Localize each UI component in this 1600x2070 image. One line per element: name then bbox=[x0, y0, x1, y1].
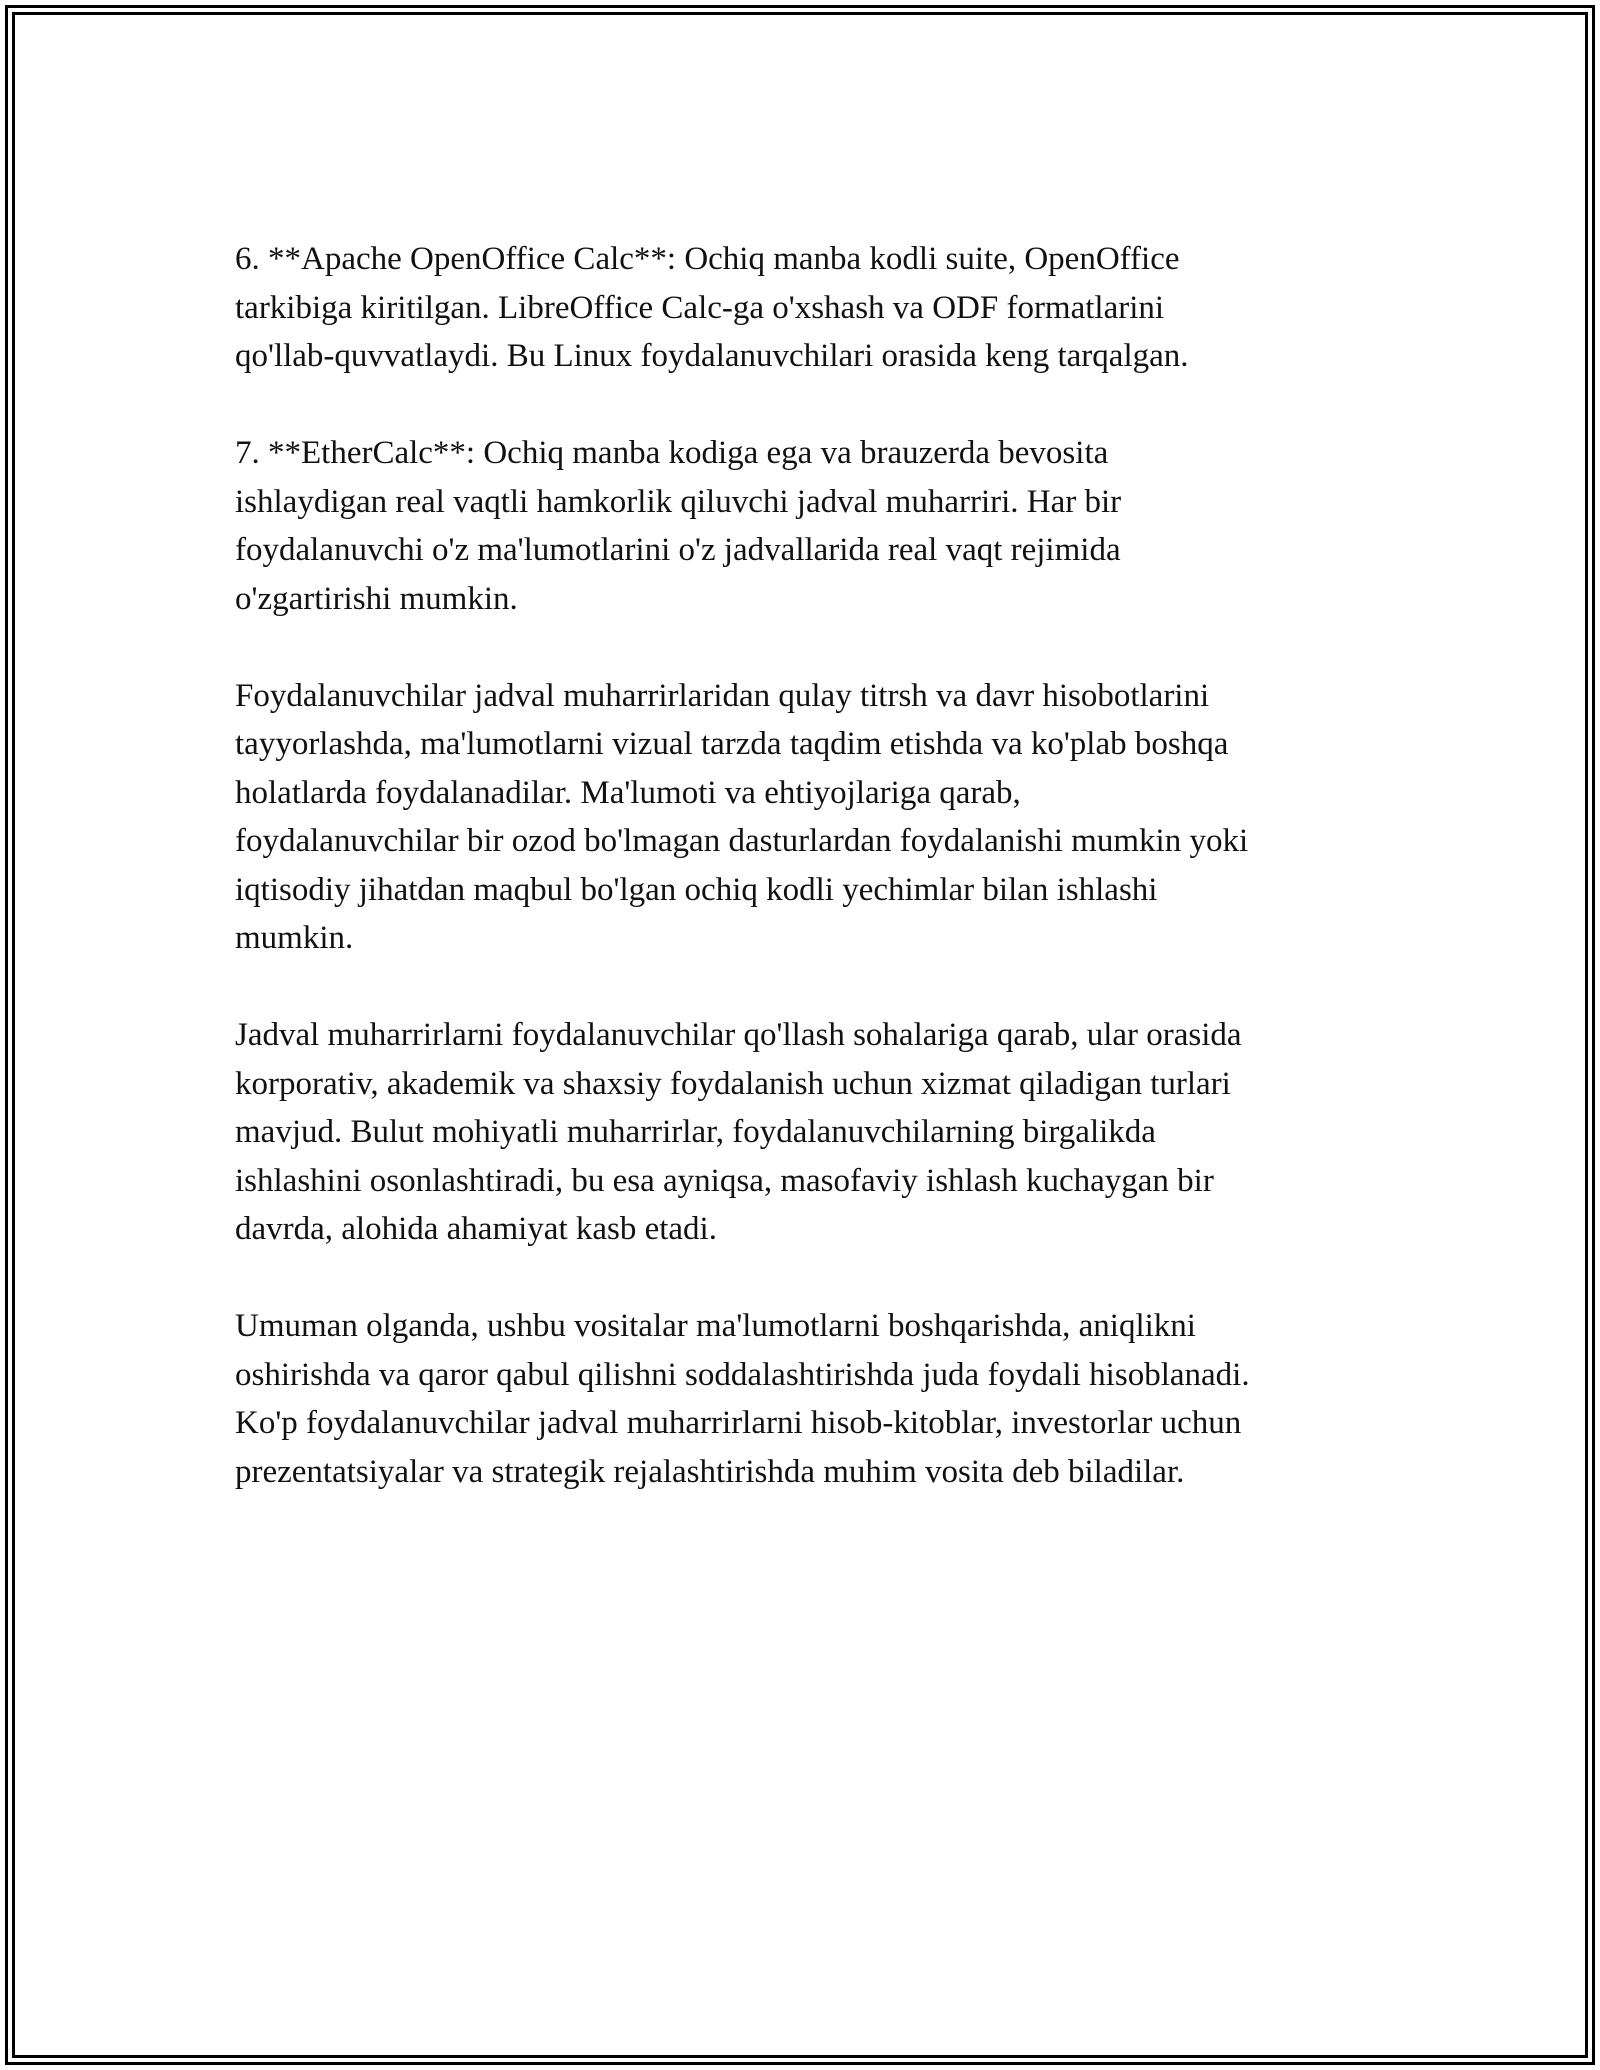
paragraph-ethercalc: 7. **EtherCalc**: Ochiq manba kodiga ega va brauzerda bevosita ishlaydigan real vaqtli hamkorlik qiluvchi jadval muharriri. Har bir foydalanuvchi o'z ma'lumotlarini o'z jadvallarida real vaqt rejimida o'zgartirishi mumkin. bbox=[235, 435, 1122, 617]
paragraph-conclusion: Umuman olganda, ushbu vositalar ma'lumotlarni boshqarishda, aniqlikni oshirishda va qaror qabul qilishni soddalashtirishda juda foydali hisoblanadi. Ko'p foydalanuvchilar jadval muharrirlarni hisob-kitoblar, investorlar uchun prezentatsiyalar va strategik rejalashtirishda muhim vosita deb biladilar. bbox=[235, 1308, 1250, 1490]
paragraph-usage: Foydalanuvchilar jadval muharrirlaridan qulay titrsh va davr hisobotlarini tayyorlashda, ma'lumotlarni vizual tarzda taqdim etishda va ko'plab boshqa holatlarda foydalanadilar. Ma'lumoti va ehtiyojlariga qarab, foydalanuvchilar bir ozod bo'lmagan dasturlardan foydalanishi mumkin yoki iqtisodiy jihatdan maqbul bo'lgan ochiq kodli yechimlar bilan ishlashi mumkin. bbox=[235, 677, 1249, 956]
paragraph-openoffice-calc: 6. **Apache OpenOffice Calc**: Ochiq manba kodli suite, OpenOffice tarkibiga kiritilgan. LibreOffice Calc-ga o'xshash va ODF formatlarini qo'llab-quvvatlaydi. Bu Linux foydalanuvchilari orasida keng tarqalgan. bbox=[235, 241, 1189, 374]
document-body bbox=[235, 235, 1375, 1545]
paragraph-application-areas: Jadval muharrirlarni foydalanuvchilar qo'llash sohalariga qarab, ular orasida korporativ, akademik va shaxsiy foydalanish uchun xizmat qiladigan turlari mavjud. Bulut mohiyatli muharrirlar, foydalanuvchilarning birgalikda ishlashini osonlashtiradi, bu esa ayniqsa, masofaviy ishlash kuchaygan bir davrda, alohida ahamiyat kasb etadi. bbox=[235, 1017, 1242, 1247]
